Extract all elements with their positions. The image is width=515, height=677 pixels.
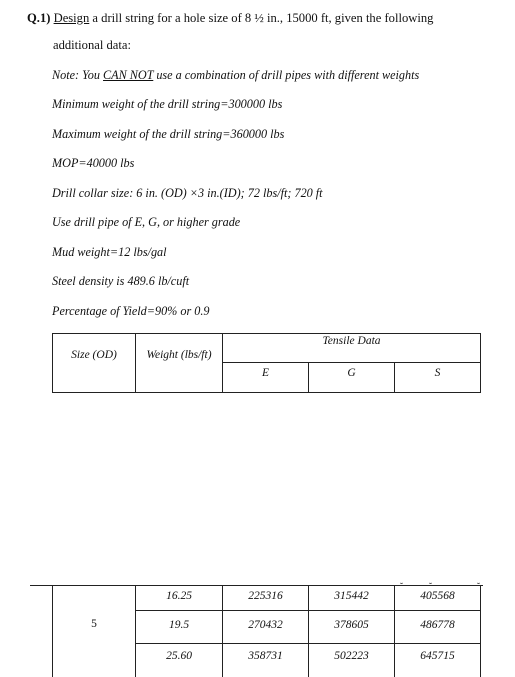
header-tensile-group: Tensile Data xyxy=(322,335,381,347)
header-table-bottom-border xyxy=(52,392,481,393)
header-col-divider-1 xyxy=(135,333,136,393)
cell-e: 358731 xyxy=(248,650,283,662)
given-yield-percentage: Percentage of Yield=90% or 0.9 xyxy=(52,304,210,318)
body-row-divider-2 xyxy=(135,643,481,644)
tick-mark xyxy=(400,579,403,584)
header-grade-s: S xyxy=(434,367,441,379)
cell-s: 645715 xyxy=(420,650,455,662)
header-left-border xyxy=(52,333,53,393)
cell-s: 486778 xyxy=(420,619,455,631)
cell-weight: 25.60 xyxy=(166,650,192,662)
question-text-line1: a drill string for a hole size of 8 ½ in., 15000 ft, given the following xyxy=(89,11,434,25)
given-drill-collar: Drill collar size: 6 in. (OD) ×3 in.(ID); 72 lbs/ft; 720 ft xyxy=(52,186,323,200)
question-text-line2: additional data: xyxy=(53,38,131,52)
note-suffix: use a combination of drill pipes with different weights xyxy=(153,68,420,82)
tick-mark xyxy=(477,579,480,584)
given-min-weight: Minimum weight of the drill string=300000 lbs xyxy=(52,97,283,111)
given-max-weight: Maximum weight of the drill string=360000 lbs xyxy=(52,127,285,141)
cell-s: 405568 xyxy=(420,590,455,602)
header-group-divider xyxy=(222,362,481,363)
given-pipe-grade: Use drill pipe of E, G, or higher grade xyxy=(52,215,241,229)
given-mop: MOP=40000 lbs xyxy=(52,156,135,170)
header-table-top-border xyxy=(52,333,481,334)
cell-g: 378605 xyxy=(334,619,369,631)
header-weight: Weight (lbs/ft) xyxy=(146,349,212,361)
question-verb: Design xyxy=(53,11,90,25)
tick-mark xyxy=(429,579,432,584)
header-right-border xyxy=(480,333,481,393)
cell-weight: 19.5 xyxy=(168,619,190,631)
body-row-divider-1 xyxy=(135,610,481,611)
body-table-top-border xyxy=(30,585,483,586)
header-size: Size (OD) xyxy=(71,349,117,361)
given-mud-weight: Mud weight=12 lbs/gal xyxy=(52,245,167,259)
body-left-border xyxy=(52,585,53,677)
cell-g: 502223 xyxy=(334,650,369,662)
note-line xyxy=(52,68,419,83)
body-size: 5 xyxy=(91,618,97,630)
header-grade-g: G xyxy=(347,367,356,379)
note-emphasis: CAN NOT xyxy=(103,68,154,82)
header-grade-e: E xyxy=(261,367,270,379)
note-prefix: Note: You xyxy=(52,68,104,82)
body-right-border xyxy=(480,585,481,677)
question-paragraph xyxy=(27,10,497,27)
given-steel-density: Steel density is 489.6 lb/cuft xyxy=(52,274,190,288)
cell-weight: 16.25 xyxy=(166,590,192,602)
cell-e: 225316 xyxy=(248,590,283,602)
cell-g: 315442 xyxy=(334,590,369,602)
question-number: Q.1) xyxy=(27,11,51,25)
cell-e: 270432 xyxy=(248,619,283,631)
